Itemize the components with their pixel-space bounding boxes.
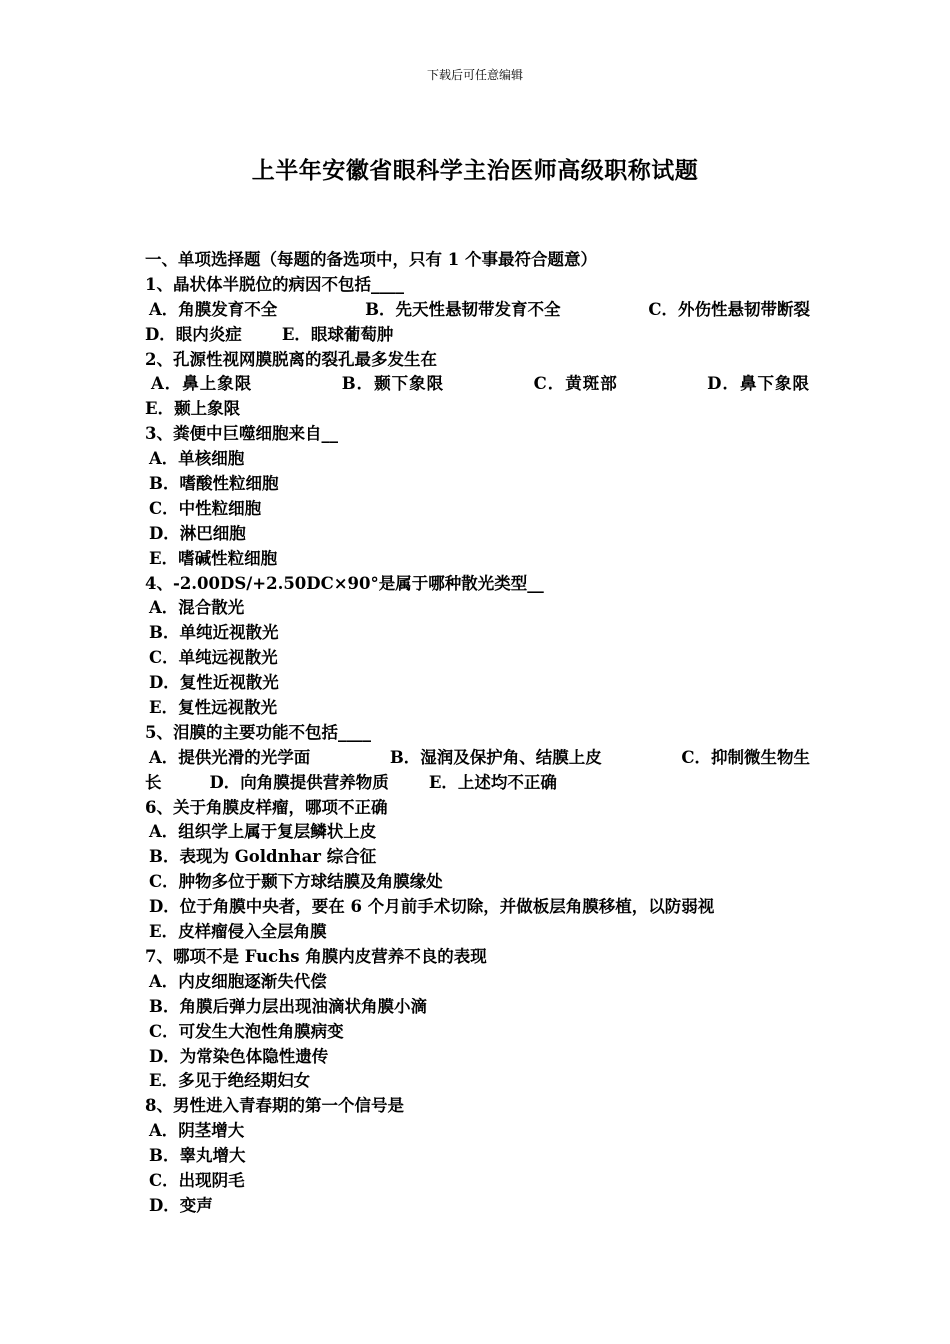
question-4-option-d: D．复性近视散光 — [149, 673, 279, 693]
question-6-option-c: C．肿物多位于颞下方球结膜及角膜缘处 — [149, 872, 443, 892]
question-7-option-d: D．为常染色体隐性遗传 — [149, 1046, 329, 1066]
question-7-option-b: B．角膜后弹力层出现油滴状角膜小滴 — [149, 996, 427, 1016]
question-5-options-row-2 — [145, 771, 810, 796]
question-8-option-b: B．睾丸增大 — [149, 1146, 246, 1166]
question-3-option-a: A．单核细胞 — [149, 449, 245, 469]
question-6-option-d: D．位于角膜中央者，要在 6 个月前手术切除，并做板层角膜移植，以防弱视 — [149, 897, 715, 917]
question-4-option-a: A．混合散光 — [149, 598, 245, 618]
question-5-option-c: C．抑制微生物生 — [681, 747, 810, 767]
question-6-option-a: A．组织学上属于复层鳞状上皮 — [149, 822, 377, 842]
question-5-stem: 5、泪膜的主要功能不包括____ — [145, 722, 371, 742]
question-8-option-a: A．阴茎增大 — [149, 1121, 245, 1141]
question-6-option-e: E．皮样瘤侵入全层角膜 — [149, 922, 327, 942]
section-heading: 一、单项选择题（每题的备选项中，只有 1 个事最符合题意） — [145, 250, 597, 269]
question-2-option-b: B．颞下象限 — [341, 374, 445, 394]
question-1-option-c: C．外伤性悬韧带断裂 — [648, 299, 810, 319]
question-2-options-row — [145, 372, 810, 397]
question-1-options-row — [145, 298, 810, 323]
question-3-option-e: E．嗜碱性粒细胞 — [149, 548, 278, 568]
question-3-option-d: D．淋巴细胞 — [149, 523, 246, 543]
question-4-option-e: E．复性远视散光 — [149, 698, 278, 718]
question-3-option-b: B．嗜酸性粒细胞 — [149, 474, 279, 494]
question-8-option-c: C．出现阴毛 — [149, 1170, 245, 1190]
question-1-stem: 1、晶状体半脱位的病因不包括____ — [145, 274, 404, 294]
question-5-option-c-continued: 长 — [145, 772, 162, 792]
question-7-option-c: C．可发生大泡性角膜病变 — [149, 1021, 344, 1041]
question-2-option-a: A．鼻上象限 — [151, 374, 253, 394]
question-3-stem: 3、粪便中巨噬细胞来自__ — [145, 424, 338, 444]
document-title: 上半年安徽省眼科学主治医师高级职称试题 — [251, 157, 699, 184]
question-4-stem: 4、-2.00DS/+2.50DC×90°是属于哪种散光类型__ — [145, 573, 544, 593]
question-1-option-d: D．眼内炎症 — [145, 324, 242, 344]
question-2-option-d: D．鼻下象限 — [707, 374, 810, 394]
question-8-stem: 8、男性进入青春期的第一个信号是 — [145, 1096, 404, 1116]
question-2-option-e: E．颞上象限 — [145, 399, 241, 419]
question-6-option-b: B．表现为 Goldnhar 综合征 — [149, 847, 377, 867]
question-7-stem: 7、哪项不是 Fuchs 角膜内皮营养不良的表现 — [145, 946, 487, 966]
question-2-stem: 2、孔源性视网膜脱离的裂孔最多发生在 — [145, 349, 437, 369]
question-8-option-d: D．变声 — [149, 1195, 213, 1215]
question-7-option-e: E．多见于绝经期妇女 — [149, 1071, 311, 1091]
question-7-option-a: A．内皮细胞逐渐失代偿 — [149, 971, 327, 991]
question-5-option-a: A．提供光滑的光学面 — [149, 747, 311, 767]
question-1-option-e: E．眼球葡萄肿 — [281, 324, 394, 344]
question-5-option-b: B．湿润及保护角、结膜上皮 — [389, 747, 602, 767]
exam-content — [145, 248, 810, 1219]
question-1-options-row-2 — [145, 323, 810, 348]
question-3-option-c: C．中性粒细胞 — [149, 498, 262, 518]
question-5-options-row — [145, 746, 810, 771]
question-4-option-b: B．单纯近视散光 — [149, 623, 279, 643]
page-header: 下载后可任意编辑 — [426, 68, 523, 82]
question-5-option-e: E．上述均不正确 — [428, 772, 557, 792]
question-6-stem: 6、关于角膜皮样瘤，哪项不正确 — [145, 797, 388, 817]
question-4-option-c: C．单纯远视散光 — [149, 648, 278, 668]
question-5-option-d: D．向角膜提供营养物质 — [209, 772, 389, 792]
question-1-option-b: B．先天性悬韧带发育不全 — [365, 299, 561, 319]
question-1-option-a: A．角膜发育不全 — [149, 299, 278, 319]
question-2-option-c: C．黄斑部 — [533, 374, 618, 394]
